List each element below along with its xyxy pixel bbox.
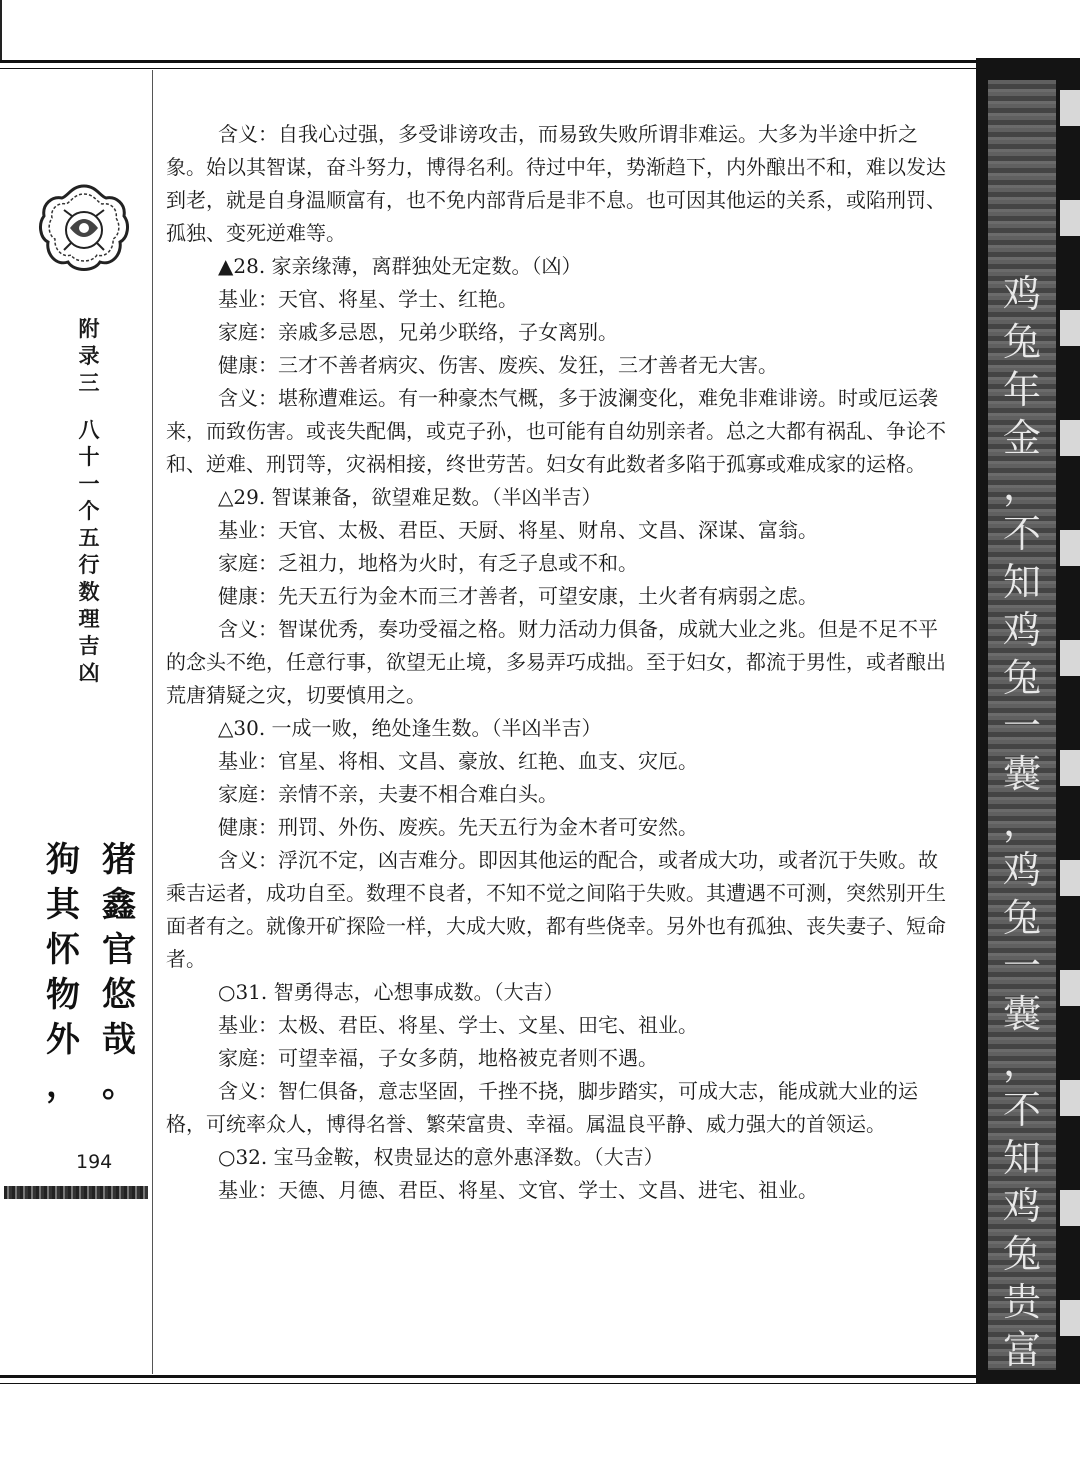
calligraphy-char: 猪 bbox=[102, 840, 136, 880]
film-char: 知 bbox=[1002, 1136, 1041, 1180]
film-sprocket bbox=[1060, 530, 1080, 566]
calligraphy-char: 物 bbox=[46, 975, 80, 1015]
title-char: 理 bbox=[78, 607, 100, 631]
health-line: 健康：刑罚、外伤、废疾。先天五行为金木者可安然。 bbox=[218, 815, 698, 839]
calligraphy-column-right bbox=[96, 838, 142, 1108]
film-char: 兔 bbox=[1002, 656, 1041, 700]
film-char: 鸡 bbox=[1002, 848, 1041, 892]
film-char: 鸡 bbox=[1002, 272, 1041, 316]
calligraphy-char: 狗 bbox=[46, 840, 80, 880]
film-char: 兔 bbox=[1002, 320, 1041, 364]
title-char: 个 bbox=[78, 499, 100, 523]
meaning-paragraph: 含义：自我心过强，多受诽谤攻击，而易致失败所谓非难运。大多为半途中折之象。始以其智谋，奋斗努力，博得名利。待过中年，势渐趋下，内外酿出不和，难以发达到老，就是自身温顺富有，也不免内部背后是非不息。也可因其他运的关系，或陷刑罚、孤独、变死逆难等。 bbox=[166, 122, 946, 245]
health-line: 健康：先天五行为金木而三才善者，可望安康，土火者有病弱之虑。 bbox=[218, 584, 818, 608]
film-sprocket bbox=[1060, 640, 1080, 676]
entry-heading-32: ○32. 宝马金鞍，权贵显达的意外惠泽数。（大吉） bbox=[218, 1145, 664, 1169]
page-number: 194 bbox=[76, 1151, 113, 1173]
film-char: ， bbox=[1002, 464, 1041, 508]
film-sprocket bbox=[1060, 1190, 1080, 1226]
health-line: 健康：三才不善者病灾、伤害、废疾、发狂，三才善者无大害。 bbox=[218, 353, 778, 377]
calligraphy-char: 哉 bbox=[102, 1020, 136, 1060]
entry-heading-31: ○31. 智勇得志，心想事成数。（大吉） bbox=[218, 980, 564, 1004]
foundation-line: 基业：太极、君臣、将星、学士、文星、田宅、祖业。 bbox=[218, 1013, 698, 1037]
film-sprocket bbox=[1060, 200, 1080, 236]
title-char: 数 bbox=[78, 580, 100, 604]
film-sprocket bbox=[1060, 1080, 1080, 1116]
film-char: 兔 bbox=[1002, 1232, 1041, 1276]
entry-heading-30: △30. 一成一败，绝处逢生数。（半凶半吉） bbox=[218, 716, 602, 740]
foundation-line: 基业：天官、将星、学士、红艳。 bbox=[218, 287, 518, 311]
family-line: 家庭：亲戚多忌恩，兄弟少联络，子女离别。 bbox=[218, 320, 618, 344]
calligraphy-char: 悠 bbox=[102, 975, 136, 1015]
chapter-vertical-title bbox=[72, 316, 106, 687]
bottom-rule bbox=[0, 1375, 1040, 1378]
title-char: 十 bbox=[78, 445, 100, 469]
film-char: 年 bbox=[1002, 368, 1041, 412]
film-char: 一 bbox=[1002, 704, 1041, 748]
film-char: 不 bbox=[1002, 1088, 1041, 1132]
calligraphy-char: 。 bbox=[102, 1065, 136, 1105]
film-char: 知 bbox=[1002, 560, 1041, 604]
foundation-line: 基业：官星、将相、文昌、豪放、红艳、血支、灾厄。 bbox=[218, 749, 698, 773]
film-char: 一 bbox=[1002, 944, 1041, 988]
top-rule-thin bbox=[0, 68, 1040, 69]
meaning-paragraph: 含义：智谋优秀，奏功受福之格。财力活动力俱备，成就大业之兆。但是不足不平的念头不绝，任意行事，欲望无止境，多易弄巧成拙。至于妇女，都流于男性，或者酿出荒唐猜疑之灾，切要慎用之。 bbox=[166, 617, 946, 707]
title-char: 五 bbox=[78, 526, 100, 550]
family-line: 家庭：乏祖力，地格为火时，有乏子息或不和。 bbox=[218, 551, 638, 575]
film-char: 兔 bbox=[1002, 896, 1041, 940]
film-char: 贵 bbox=[1002, 1280, 1041, 1324]
film-char: 囊 bbox=[1002, 992, 1041, 1036]
title-char: 附 bbox=[78, 317, 100, 341]
film-char: 富 bbox=[1002, 1328, 1041, 1372]
film-sprocket bbox=[1060, 420, 1080, 456]
film-sprocket bbox=[1060, 1300, 1080, 1336]
title-gap bbox=[72, 397, 106, 417]
calligraphy-char: 外 bbox=[46, 1020, 80, 1060]
column-divider bbox=[152, 70, 153, 1374]
main-text bbox=[166, 118, 956, 1207]
film-strip-text bbox=[998, 270, 1046, 1374]
calligraphy-char: ， bbox=[46, 1065, 80, 1105]
family-line: 家庭：可望幸福，子女多荫，地格被克者则不遇。 bbox=[218, 1046, 658, 1070]
entry-heading-28: ▲28. 家亲缘薄，离群独处无定数。（凶） bbox=[218, 254, 582, 278]
title-char: 录 bbox=[78, 344, 100, 368]
title-char: 行 bbox=[78, 553, 100, 577]
film-char: 鸡 bbox=[1002, 608, 1041, 652]
decorative-emblem-icon bbox=[34, 180, 134, 276]
bottom-rule-thin bbox=[0, 1383, 1040, 1384]
calligraphy-char: 怀 bbox=[46, 930, 80, 970]
page-edge bbox=[0, 0, 2, 60]
title-char: 凶 bbox=[78, 661, 100, 685]
film-sprocket bbox=[1060, 750, 1080, 786]
calligraphy-char: 其 bbox=[46, 885, 80, 925]
film-char: 金 bbox=[1002, 416, 1041, 460]
film-sprocket bbox=[1060, 860, 1080, 896]
film-sprocket bbox=[1060, 310, 1080, 346]
meaning-paragraph: 含义：浮沉不定，凶吉难分。即因其他运的配合，或者成大功，或者沉于失败。故乘吉运者，成功自至。数理不良者，不知不觉之间陷于失败。其遭遇不可测，突然别开生面者有之。就像开矿探险一样，大成大败，都有些侥幸。另外也有孤独、丧失妻子、短命者。 bbox=[166, 848, 946, 971]
film-char: 囊 bbox=[1002, 752, 1041, 796]
family-line: 家庭：亲情不亲，夫妻不相合难白头。 bbox=[218, 782, 558, 806]
film-sprocket bbox=[1060, 90, 1080, 126]
film-sprocket bbox=[1060, 970, 1080, 1006]
calligraphy-char: 官 bbox=[102, 930, 136, 970]
meaning-paragraph: 含义：堪称遭难运。有一种豪杰气概，多于波澜变化，难免非难诽谤。时或厄运袭来，而致伤害。或丧失配偶，或克子孙，也可能有自幼别亲者。总之大都有祸乱、争论不和、逆难、刑罚等，灾祸相接，终世劳苦。妇女有此数者多陷于孤寡或难成家的运格。 bbox=[166, 386, 946, 476]
calligraphy-column-left bbox=[40, 838, 86, 1108]
title-char: 一 bbox=[78, 472, 100, 496]
meaning-paragraph: 含义：智仁俱备，意志坚固，千挫不挠，脚步踏实，可成大志，能成就大业的运格，可统率众人，博得名誉、繁荣富贵、幸福。属温良平静、威力强大的首领运。 bbox=[166, 1079, 918, 1136]
film-char: ， bbox=[1002, 1040, 1041, 1084]
film-char: ， bbox=[1002, 800, 1041, 844]
page-number-bar bbox=[4, 1186, 148, 1199]
title-char: 吉 bbox=[78, 634, 100, 658]
title-char: 三 bbox=[78, 371, 100, 395]
film-char: 鸡 bbox=[1002, 1184, 1041, 1228]
calligraphy-char: 鑫 bbox=[102, 885, 136, 925]
entry-heading-29: △29. 智谋兼备，欲望难足数。（半凶半吉） bbox=[218, 485, 602, 509]
top-rule bbox=[0, 60, 1040, 63]
foundation-line: 基业：天官、太极、君臣、天厨、将星、财帛、文昌、深谋、富翁。 bbox=[218, 518, 818, 542]
title-char: 八 bbox=[78, 418, 100, 442]
film-char: 不 bbox=[1002, 512, 1041, 556]
foundation-line: 基业：天德、月德、君臣、将星、文官、学士、文昌、进宅、祖业。 bbox=[218, 1178, 818, 1202]
